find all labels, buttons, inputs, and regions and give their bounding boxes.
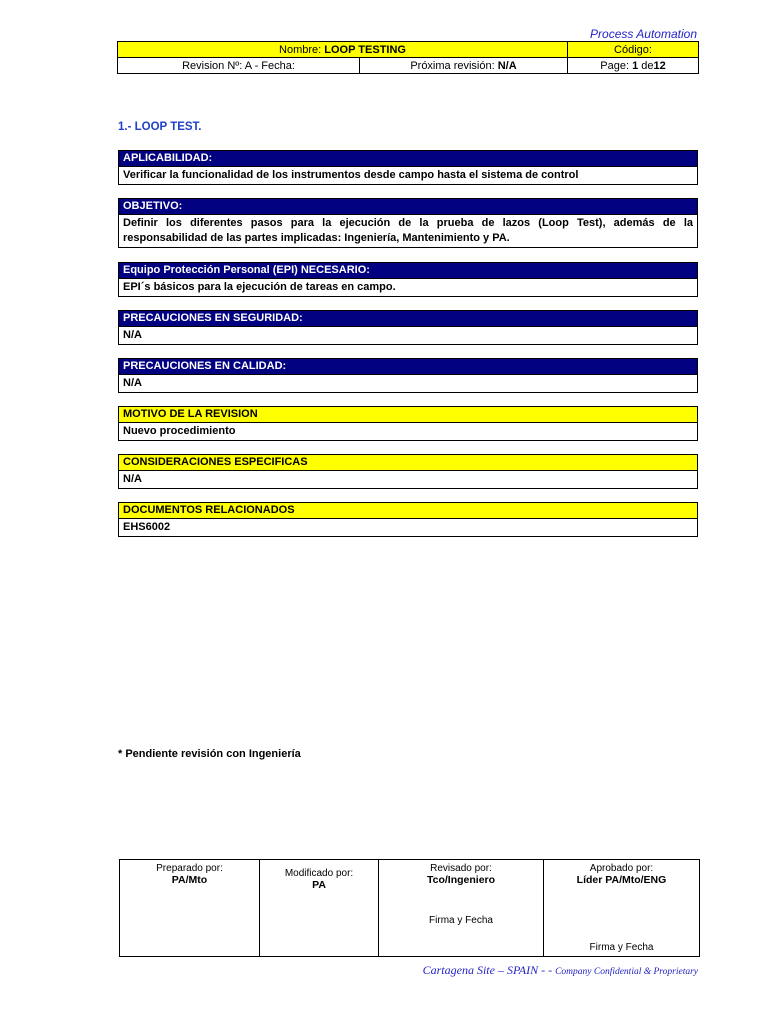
block-body: N/A: [123, 329, 142, 341]
seguridad-block: [118, 310, 698, 345]
block-title: DOCUMENTOS RELACIONADOS: [119, 503, 697, 519]
document-header-table: [117, 41, 699, 74]
documentos-block: [118, 502, 698, 537]
proxima-value: N/A: [497, 59, 517, 72]
modificado-cell: [260, 860, 379, 957]
preparado-value: PA/Mto: [171, 874, 208, 886]
revisado-cell: [379, 860, 544, 957]
block-body: Definir los diferentes pasos para la ejecución de la prueba de lazos (Loop Test), además de la responsabilidad de las partes implicadas: Ingeniería, Mantenimiento y PA.: [123, 217, 693, 244]
objetivo-block: [118, 198, 698, 248]
revisado-firma: Firma y Fecha: [429, 915, 493, 926]
motivo-block: [118, 406, 698, 441]
nombre-value: LOOP TESTING: [324, 43, 406, 56]
revisado-value: Tco/Ingeniero: [426, 874, 496, 886]
block-body: N/A: [123, 377, 142, 389]
block-body: EHS6002: [123, 521, 171, 533]
block-title: Equipo Protección Personal (EPI) NECESARIO:: [119, 263, 697, 279]
preparado-label: Preparado por:: [156, 863, 223, 874]
block-title: CONSIDERACIONES ESPECIFICAS: [119, 455, 697, 471]
codigo-cell: [568, 42, 699, 58]
modificado-value: PA: [312, 879, 326, 891]
page-cell: [568, 58, 699, 74]
footer: [380, 963, 698, 978]
brand-label: Process Automation: [590, 27, 697, 41]
calidad-block: [118, 358, 698, 393]
preparado-cell: [120, 860, 260, 957]
block-body: EPI´s básicos para la ejecución de tareas en campo.: [123, 281, 396, 293]
nombre-cell: [118, 42, 568, 58]
footer-confidential: Company Confidential & Proprietary: [555, 967, 698, 977]
revisado-label: Revisado por:: [430, 863, 492, 874]
aprobado-firma: Firma y Fecha: [589, 942, 654, 953]
signature-table: [119, 859, 700, 957]
block-title: OBJETIVO:: [119, 199, 697, 215]
aplicabilidad-block: [118, 150, 698, 185]
footer-site: Cartagena Site – SPAIN - -: [422, 963, 553, 977]
block-title: APLICABILIDAD:: [119, 151, 697, 167]
aprobado-cell: [544, 860, 700, 957]
revision-label: Revision Nº: A - Fecha:: [182, 59, 295, 72]
block-title: PRECAUCIONES EN CALIDAD:: [119, 359, 697, 375]
revision-cell: [118, 58, 360, 74]
consideraciones-block: [118, 454, 698, 489]
proxima-revision-cell: [360, 58, 568, 74]
codigo-label: Código:: [614, 43, 652, 56]
block-title: MOTIVO DE LA REVISION: [119, 407, 697, 423]
proxima-label: Próxima revisión:: [410, 59, 495, 72]
block-title: PRECAUCIONES EN SEGURIDAD:: [119, 311, 697, 327]
epi-block: [118, 262, 698, 297]
aprobado-value: Líder PA/Mto/ENG: [576, 874, 667, 886]
page-of: de: [641, 59, 654, 72]
block-body: Nuevo procedimiento: [123, 425, 236, 437]
page-total: 12: [653, 59, 666, 72]
modificado-label: Modificado por:: [284, 868, 354, 879]
section-title: 1.- LOOP TEST.: [118, 121, 202, 133]
page-label: Page:: [600, 59, 630, 72]
block-body: N/A: [123, 473, 142, 485]
block-body: Verificar la funcionalidad de los instrumentos desde campo hasta el sistema de control: [123, 169, 579, 181]
aprobado-label: Aprobado por:: [589, 863, 654, 874]
pending-note: * Pendiente revisión con Ingeniería: [118, 748, 301, 760]
page-current: 1: [632, 59, 639, 72]
nombre-label: Nombre:: [279, 43, 322, 56]
